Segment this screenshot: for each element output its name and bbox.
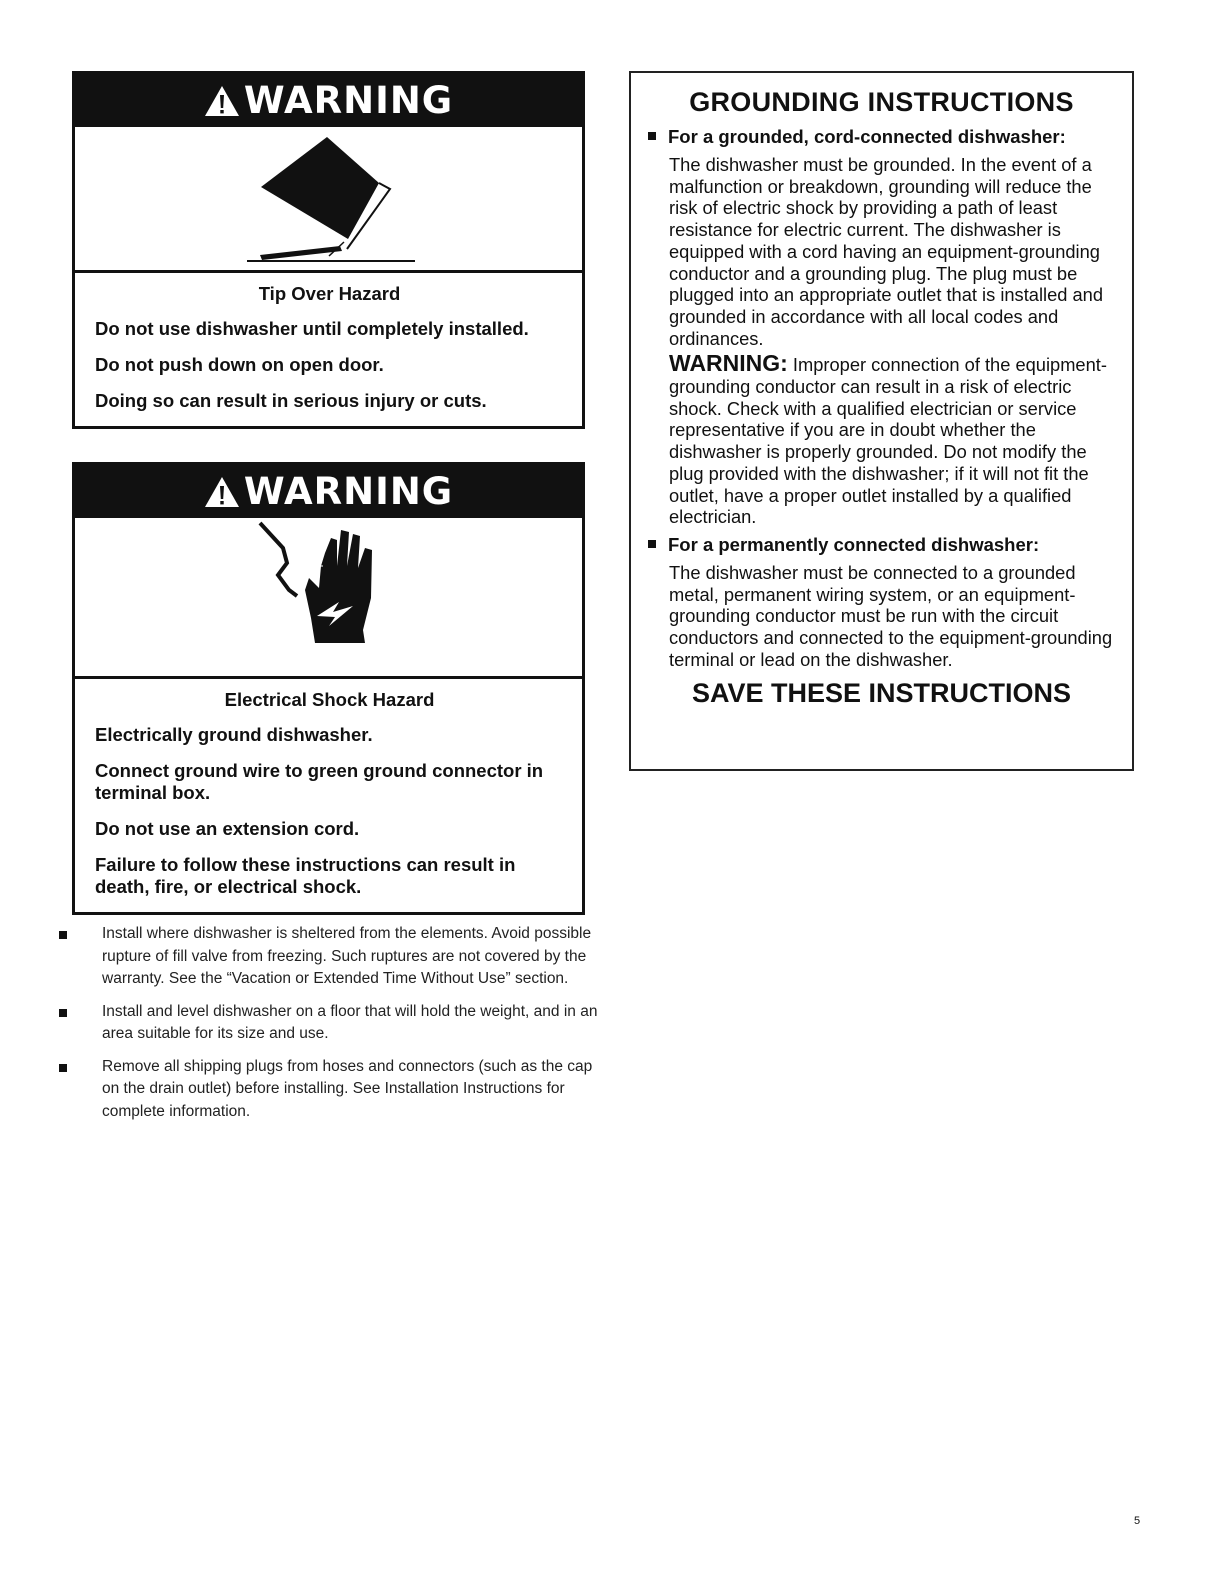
installation-notes-list	[58, 923, 598, 1133]
list-item	[58, 1001, 598, 1046]
hazard-consequence: Failure to follow these instructions can result in death, fire, or electrical shock.	[95, 854, 516, 897]
hazard-title: Electrical Shock Hazard	[224, 689, 435, 710]
hazard-instruction: Do not push down on open door.	[95, 354, 384, 375]
list-item-text: Remove all shipping plugs from hoses and connectors (such as the cap on the drain outlet) before installing. See Installation Instructions for complete information.	[102, 1057, 593, 1120]
electrical-shock-hazard-icon	[75, 518, 582, 679]
grounding-title: GROUNDING INSTRUCTIONS	[689, 87, 1074, 117]
list-item	[58, 1056, 598, 1124]
list-item	[58, 923, 598, 991]
hazard-instruction: Do not use an extension cord.	[95, 818, 360, 839]
grounding-subheading	[631, 126, 1132, 148]
bullet-icon	[59, 1009, 67, 1017]
grounding-instructions-box	[629, 71, 1134, 771]
grounding-subheading	[631, 534, 1132, 556]
page-number: 5	[1134, 1515, 1141, 1527]
hazard-consequence: Doing so can result in serious injury or cuts.	[95, 390, 487, 411]
hazard-instruction: Electrically ground dishwasher.	[95, 724, 373, 745]
hazard-title: Tip Over Hazard	[258, 283, 401, 304]
hazard-instruction: Connect ground wire to green ground connector in terminal box.	[95, 760, 544, 803]
bullet-icon	[59, 1064, 67, 1072]
electrical-shock-warning-box	[72, 462, 585, 915]
subheading-text: For a grounded, cord-connected dishwasher:	[668, 126, 1066, 147]
warning-triangle-icon	[204, 85, 240, 117]
hazard-instruction: Do not use dishwasher until completely installed.	[95, 318, 529, 339]
warning-header	[75, 465, 582, 518]
subheading-text: For a permanently connected dishwasher:	[668, 533, 1040, 555]
warning-title: WARNING	[243, 470, 454, 513]
bullet-icon	[59, 931, 67, 939]
bullet-icon	[648, 132, 656, 140]
list-item-text: Install and level dishwasher on a floor that will hold the weight, and in an area suitable for its size and use.	[102, 1002, 598, 1042]
tip-over-hazard-icon	[75, 127, 582, 273]
warning-label: WARNING:	[669, 350, 788, 377]
warning-title: WARNING	[243, 79, 454, 122]
bullet-icon	[648, 540, 656, 548]
save-instructions-heading: SAVE THESE INSTRUCTIONS	[691, 678, 1072, 709]
tip-over-warning-box	[72, 71, 585, 429]
warning-header	[75, 74, 582, 127]
grounding-paragraph: The dishwasher must be connected to a grounded metal, permanent wiring system, or an equipment-grounding conductor must be run with the circuit conductors and connected to the equipment-grounding terminal or lead on the dishwasher.	[669, 561, 1113, 670]
grounding-paragraph: The dishwasher must be grounded. In the event of a malfunction or breakdown, grounding will reduce the risk of electric shock by providing a path of least resistance for electric current. The dishwasher is equipped with a cord having an equipment-grounding conductor and a grounding plug. The plug must be plugged into an appropriate outlet that is installed and grounded in accordance with all local codes and ordinances.	[669, 154, 1103, 349]
grounding-warning	[631, 350, 1132, 528]
list-item-text: Install where dishwasher is sheltered from the elements. Avoid possible rupture of fill valve from freezing. Such ruptures are not covered by the warranty. See the “Vacation or Extended Time Without Use” section.	[102, 925, 592, 987]
warning-text: Improper connection of the equipment-grounding conductor can result in a risk of electric shock. Check with a qualified electrician or service representative if you are in doubt whether the dishwasher is properly grounded. Do not modify the plug provided with the dishwasher; if it will not fit the outlet, have a proper outlet installed by a qualified electrician.	[669, 354, 1107, 528]
warning-triangle-icon	[204, 476, 240, 508]
